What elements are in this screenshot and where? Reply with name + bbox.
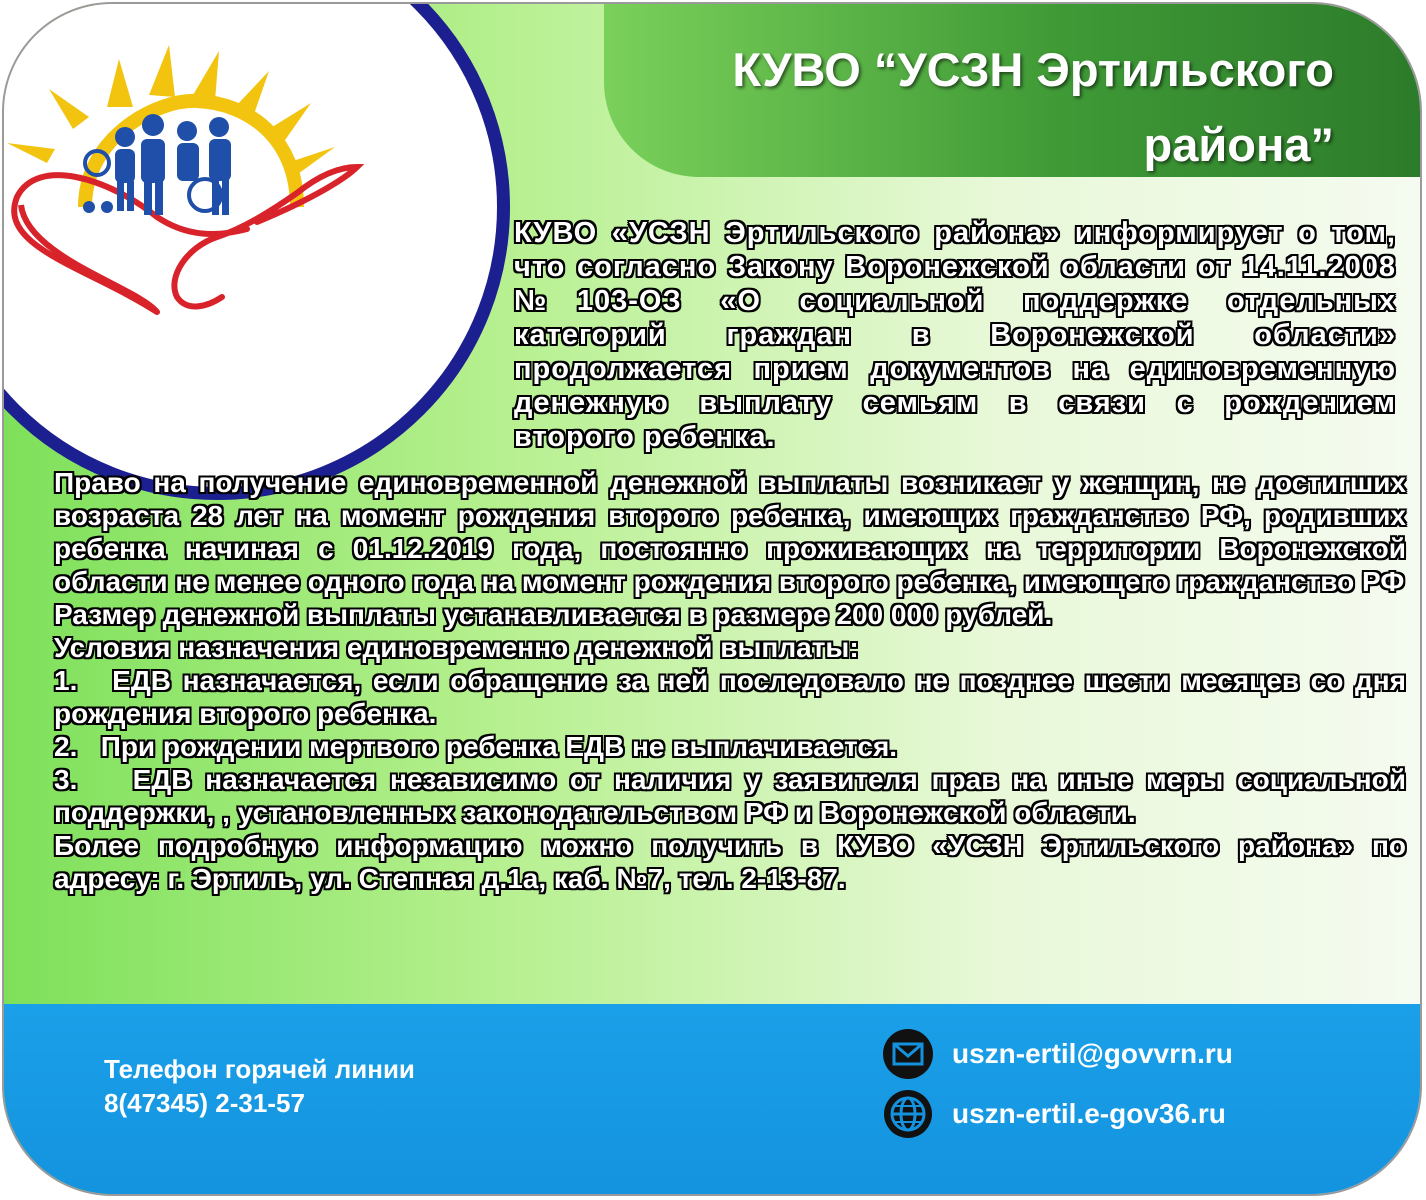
- website-link[interactable]: uszn-ertil.e-gov36.ru: [952, 1098, 1226, 1129]
- hotline-block: [104, 1052, 415, 1120]
- conditions-title: Условия назначения единовременно денежной выплаты:: [54, 632, 859, 663]
- email-link[interactable]: uszn-ertil@govvrn.ru: [952, 1038, 1233, 1069]
- website-contact[interactable]: [882, 1088, 1226, 1140]
- header-band: [604, 2, 1422, 177]
- info-poster: [2, 2, 1422, 1196]
- hotline-label: Телефон горячей линии: [104, 1054, 415, 1084]
- intro-paragraph: КУВО «УСЗН Эртильского района» информирует о том, что согласно Закону Воронежской области от 14.11.2008 №103-ОЗ «О социальной поддержке отдельных категорий граждан в Воронежской области» продолжается прием документов на единовременную денежную выплату семьям в связи с рождением второго ребенка.: [514, 217, 1396, 453]
- more-info-paragraph: Более подробную информацию можно получить в КУВО «УСЗН Эртильского района» по адресу: г. Эртиль, ул. Степная д.1а, каб. №7, тел. 2-13-87.: [54, 830, 1406, 894]
- page-title: КУВО “УСЗН Эртильского района”: [732, 43, 1334, 172]
- family-heart-sun-logo: [2, 2, 417, 387]
- email-contact[interactable]: [882, 1028, 1233, 1080]
- condition-item: 1. ЕДВ назначается, если обращение за ней последовало не позднее шести месяцев со дня рождения второго ребенка.: [54, 665, 1406, 729]
- condition-item: 3. ЕДВ назначается независимо от наличия у заявителя прав на иные меры социальной поддержки, , установленных законодательством РФ и Воронежской области.: [54, 764, 1406, 828]
- condition-item: 2. При рождении мертвого ребенка ЕДВ не выплачивается.: [54, 731, 898, 762]
- amount-paragraph: Размер денежной выплаты устанавливается в размере 200 000 рублей.: [54, 599, 1053, 630]
- envelope-icon: [882, 1028, 934, 1080]
- main-text: [54, 466, 1406, 895]
- globe-icon: [882, 1088, 934, 1140]
- hotline-phone[interactable]: 8(47345) 2-31-57: [104, 1088, 305, 1118]
- footer: [4, 1004, 1420, 1196]
- eligibility-paragraph: Право на получение единовременной денежной выплаты возникает у женщин, не достигших возраста 28 лет на момент рождения второго ребенка, имеющих гражданство РФ, родивших ребенка начиная с 01.12.2019 года, постоянно проживающих на территории Воронежской области не менее одного года на момент рождения второго ребенка, имеющего гражданство РФ: [54, 467, 1406, 597]
- logo-circle: [2, 2, 510, 500]
